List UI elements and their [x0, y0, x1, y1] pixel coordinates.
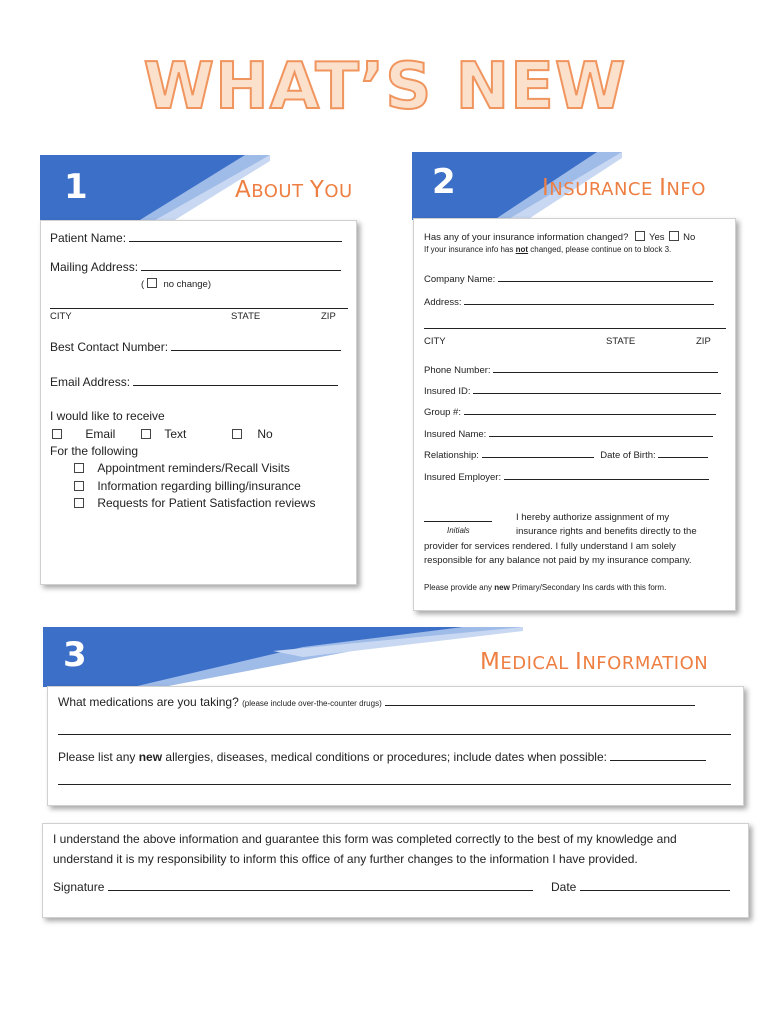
insured-name-field[interactable] — [489, 427, 713, 437]
list-item: Information regarding billing/insurance — [74, 479, 301, 493]
acknowledgement-line-2: understand it is my responsibility to inform this office of any further changes to the information I have provided. — [53, 852, 638, 866]
patient-name-label: Patient Name: — [50, 231, 127, 245]
section-number: 3 — [63, 635, 87, 675]
insurance-changed-yes-checkbox[interactable] — [635, 231, 645, 241]
dob-label: Date of Birth: — [600, 450, 656, 461]
list-item: Appointment reminders/Recall Visits — [74, 461, 290, 475]
group-label: Group #: — [424, 407, 461, 418]
insured-id-field[interactable] — [473, 384, 721, 394]
section-2-heading: INSURANCE INFO — [542, 175, 706, 201]
best-contact-label: Best Contact Number: — [50, 340, 169, 354]
list-item: Requests for Patient Satisfaction reviews — [74, 496, 315, 510]
insured-name-label: Insured Name: — [424, 429, 487, 440]
banner-graphic — [43, 627, 523, 687]
company-name-field[interactable] — [498, 272, 713, 282]
billing-checkbox[interactable] — [74, 481, 84, 491]
page-title: WHAT’S NEW — [143, 50, 627, 124]
state-label: STATE — [231, 311, 261, 322]
no-label: No — [683, 232, 696, 243]
signature-box — [42, 823, 749, 918]
section-3-heading: MEDICAL INFORMATION — [480, 649, 709, 675]
email-address-label: Email Address: — [50, 375, 131, 389]
city-state-zip-field[interactable] — [50, 299, 348, 309]
section-number: 1 — [64, 167, 88, 207]
text-checkbox[interactable] — [141, 429, 151, 439]
signature-label: Signature — [53, 880, 105, 894]
conditions-field[interactable] — [610, 751, 706, 761]
email-option-label: Email — [85, 427, 116, 441]
no-checkbox[interactable] — [232, 429, 242, 439]
insurance-changed-question: Has any of your insurance information changed? — [424, 232, 629, 243]
company-name-label: Company Name: — [424, 274, 496, 285]
text-option-label: Text — [164, 427, 187, 441]
insured-id-label: Insured ID: — [424, 386, 471, 397]
receive-label: I would like to receive — [50, 409, 165, 423]
authorization-text-3: provider for services rendered. I fully understand I am solely — [424, 541, 676, 552]
insured-employer-field[interactable] — [504, 470, 709, 480]
dob-field[interactable] — [658, 448, 708, 458]
email-checkbox[interactable] — [52, 429, 62, 439]
medications-note: (please include over-the-counter drugs) — [242, 699, 382, 708]
conditions-label: Please list any new allergies, diseases, medical conditions or procedures; include dates when possible: — [58, 750, 607, 764]
initials-label: Initials — [447, 526, 470, 535]
acknowledgement-line-1: I understand the above information and guarantee this form was completed correctly to the best of my knowledge and — [53, 832, 677, 846]
address-label: Address: — [424, 297, 462, 308]
date-label: Date — [551, 880, 577, 894]
provide-cards-note: Please provide any new Primary/Secondary Ins cards with this form. — [424, 583, 667, 592]
relationship-label: Relationship: — [424, 450, 479, 461]
insured-employer-label: Insured Employer: — [424, 472, 502, 483]
medications-label: What medications are you taking? — [58, 695, 239, 709]
no-change-checkbox[interactable] — [147, 278, 157, 288]
no-change-label: no change) — [163, 279, 211, 290]
phone-number-label: Phone Number: — [424, 365, 491, 376]
city-label: CITY — [424, 336, 446, 347]
section-3-banner — [43, 627, 523, 687]
medications-field[interactable] — [385, 696, 695, 706]
about-you-box: Patient Name: Mailing Address: ( no change) CITY STATE ZIP Best Contact Number: Email Address: I would like to receive Email Text No For the following Appointment reminders/Recall Visits Information regarding billing/insurance Requests for Patient Satisfaction reviews — [40, 220, 357, 585]
city-label: CITY — [50, 311, 72, 322]
authorization-text-4: responsible for any balance not paid by my insurance company. — [424, 555, 692, 566]
state-label: STATE — [606, 336, 636, 347]
section-1-heading: ABOUT YOU — [235, 177, 353, 203]
satisfaction-checkbox[interactable] — [74, 498, 84, 508]
relationship-field[interactable] — [482, 448, 594, 458]
insurance-changed-no-checkbox[interactable] — [669, 231, 679, 241]
no-option-label: No — [257, 427, 273, 441]
for-following-label: For the following — [50, 444, 139, 458]
zip-label: ZIP — [321, 311, 336, 322]
address-field[interactable] — [464, 295, 714, 305]
best-contact-field[interactable] — [171, 341, 341, 351]
signature-field[interactable] — [108, 881, 533, 891]
insurance-info-box — [413, 218, 736, 611]
phone-number-field[interactable] — [493, 363, 718, 373]
yes-label: Yes — [649, 232, 665, 243]
conditions-field-line-2[interactable] — [58, 775, 731, 785]
medical-information-box — [47, 686, 744, 806]
section-number: 2 — [432, 162, 456, 202]
authorization-text-1: I hereby authorize assignment of my — [516, 512, 670, 523]
continue-note: If your insurance info has not changed, please continue on to block 3. — [424, 245, 672, 254]
patient-name-field[interactable] — [129, 232, 342, 242]
ins-city-state-zip-field[interactable] — [424, 319, 726, 329]
date-field[interactable] — [580, 881, 730, 891]
medications-field-line-2[interactable] — [58, 725, 731, 735]
appointment-checkbox[interactable] — [74, 463, 84, 473]
authorization-text-2: insurance rights and benefits directly to the — [516, 526, 697, 537]
group-field[interactable] — [464, 405, 716, 415]
mailing-address-field[interactable] — [141, 261, 341, 271]
initials-field[interactable] — [424, 512, 492, 522]
email-address-field[interactable] — [133, 376, 338, 386]
mailing-address-label: Mailing Address: — [50, 260, 139, 274]
zip-label: ZIP — [696, 336, 711, 347]
